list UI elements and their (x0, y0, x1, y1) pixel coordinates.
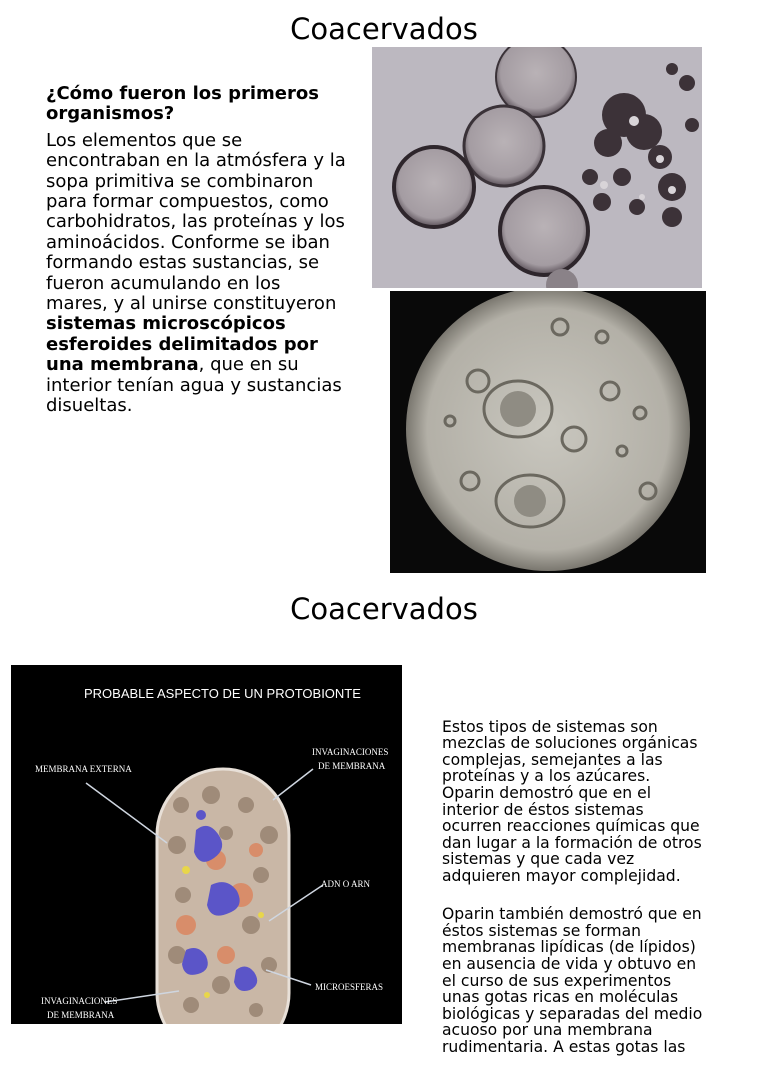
coacervate-microscope-field-photo (390, 291, 706, 573)
paragraph-bold: sistemas microscópicos esferoides delimitados por una membrana (46, 313, 318, 376)
slide-1-title: Coacervados (290, 12, 478, 46)
label-invaginaciones-top-1: INVAGINACIONES (312, 747, 389, 757)
label-microesferas: MICROESFERAS (315, 982, 384, 992)
label-invaginaciones-bottom-2: DE MEMBRANA (47, 1010, 115, 1020)
slide-2 (0, 580, 768, 1056)
coacervate-micrograph-photo (372, 47, 702, 288)
slide-2-paragraph-1: Estos tipos de sistemas son mezclas de soluciones orgánicas complejas, semejantes a las proteínas y a los azúcares. Oparin demostró que en el interior de éstos sistemas ocurren reacciones químicas que dan lugar a la formación de otros sistemas y que cada vez adquieren mayor complejidad. (442, 717, 702, 885)
label-membrana-externa: MEMBRANA EXTERNA (35, 764, 132, 774)
label-invaginaciones-top-2: DE MEMBRANA (318, 761, 386, 771)
label-adn: ADN O ARN (321, 879, 371, 889)
slide-1-paragraph (46, 131, 346, 417)
slide-2-title: Coacervados (290, 592, 478, 626)
slide-2-paragraph-2: Oparin también demostró que en éstos sistemas se forman membranas lipídicas (de lípidos) en ausencia de vida y obtuvo en el curso de sus experimentos unas gotas ricas en moléculas biológicas y separadas del medio acuoso por una membrana rudimentaria. A estas gotas las (442, 905, 703, 1056)
slide-1-text (46, 84, 346, 417)
diagram-title: PROBABLE ASPECTO DE UN PROTOBIONTE (84, 686, 361, 701)
label-invaginaciones-bottom-1: INVAGINACIONES (41, 996, 118, 1006)
slide-2-text (442, 702, 742, 1077)
question-heading: ¿Cómo fueron los primeros organismos? (46, 83, 319, 125)
protobiont-diagram (11, 665, 402, 1024)
paragraph-start: Los elementos que se encontraban en la atmósfera y la sopa primitiva se combinaron para formar compuestos, como carbohidratos, las proteínas y los aminoácidos. Conforme se iban formando estas sustancias, se fueron acumulando en los mares, y al unirse constituyeron (46, 129, 346, 315)
paragraph-end: , que en su interior tenían agua y sustancias disueltas. (46, 354, 342, 417)
